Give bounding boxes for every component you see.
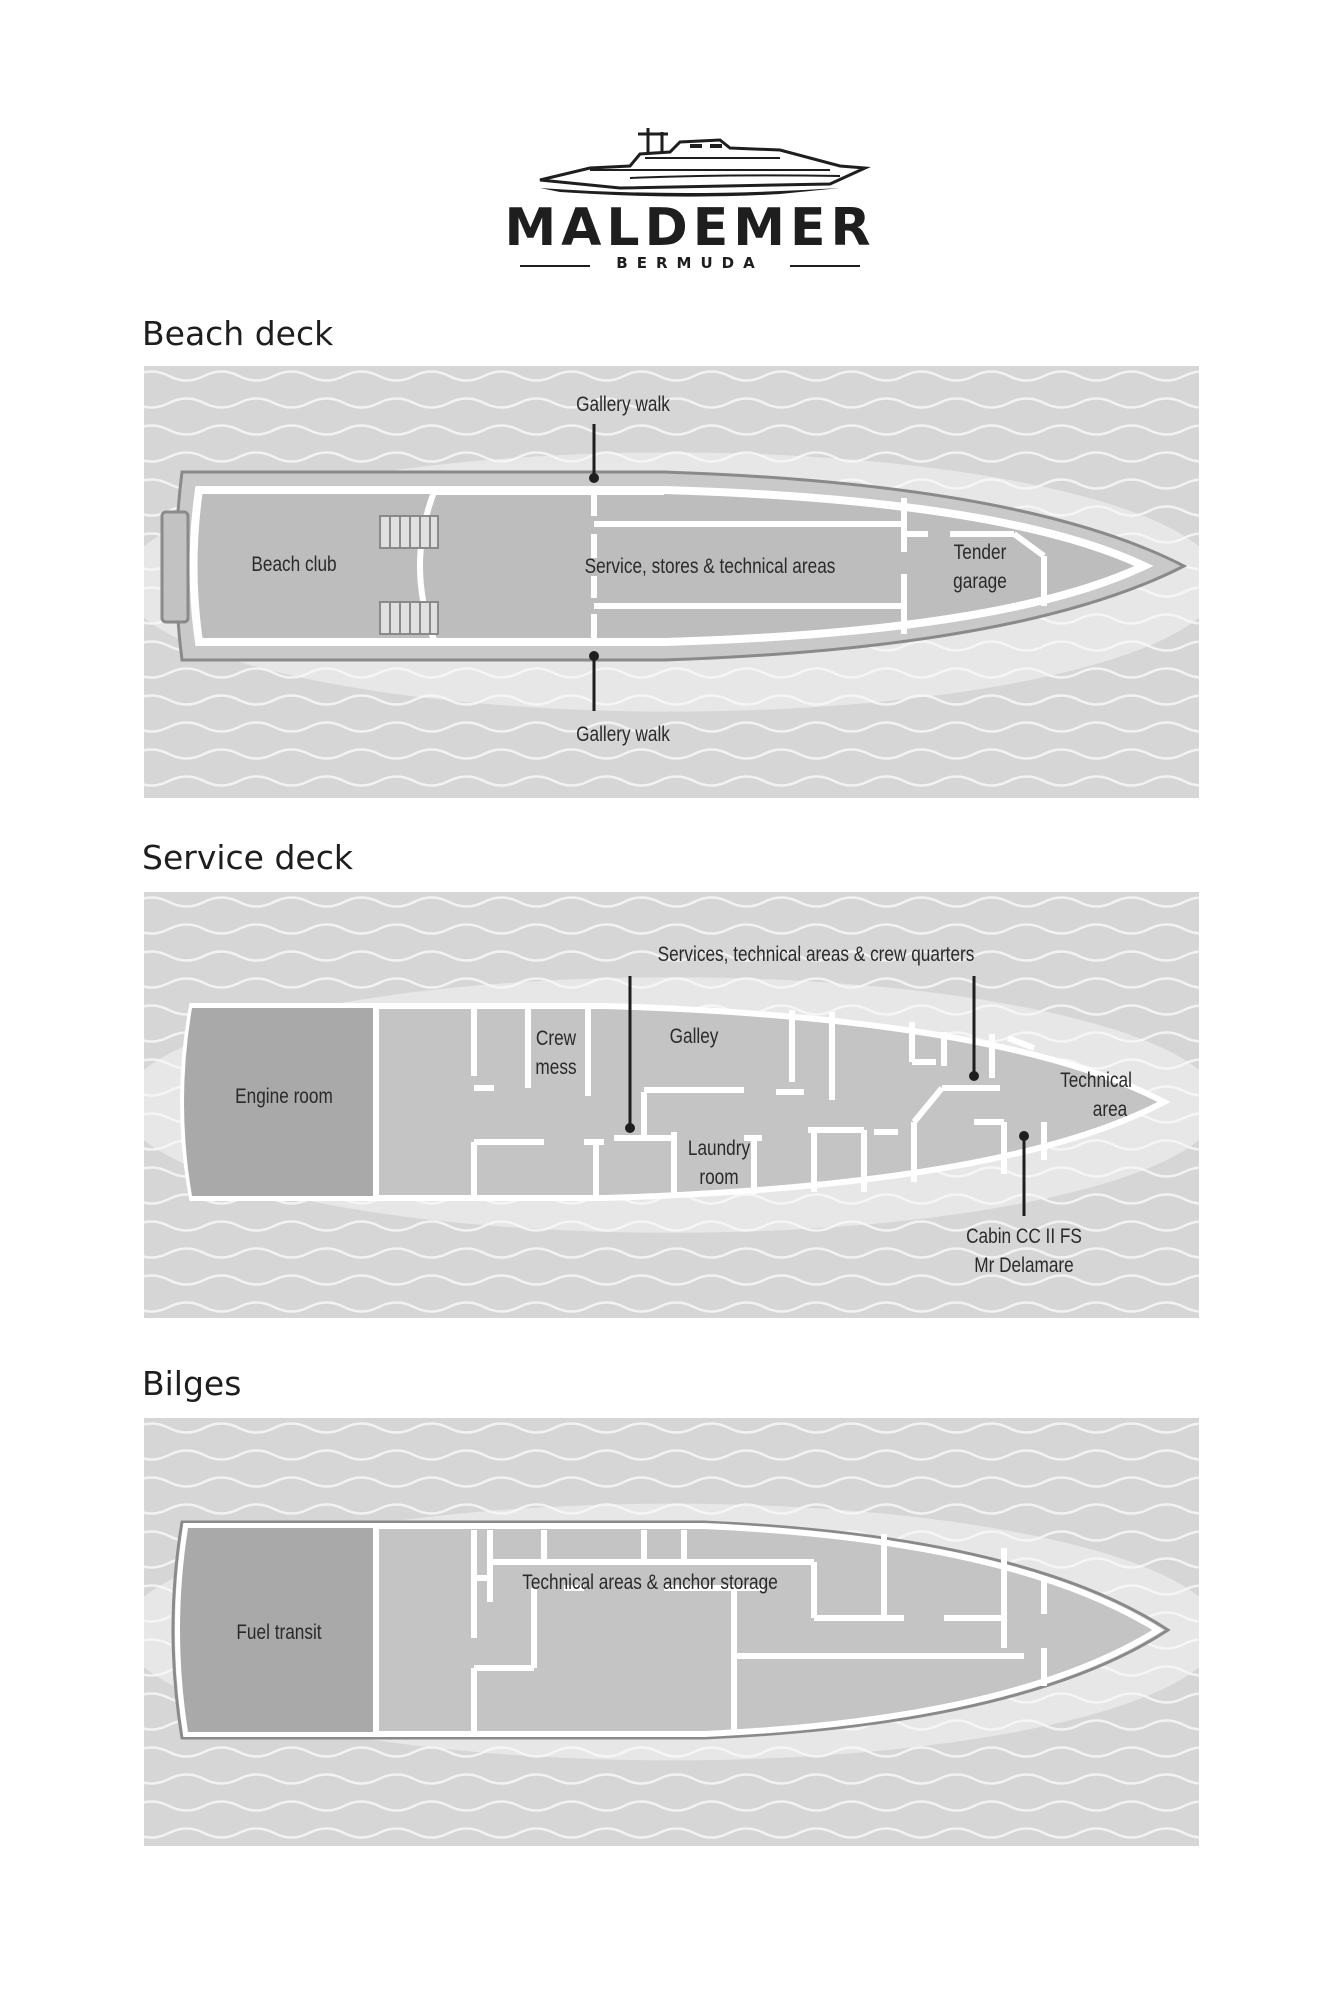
label-gallery-walk-bottom: Gallery walk xyxy=(576,723,670,746)
brand-logo xyxy=(480,118,900,278)
deck-plan-beach xyxy=(144,366,1199,798)
label-technical-anchor-storage: Technical areas & anchor storage xyxy=(522,1571,778,1594)
label-beach-club: Beach club xyxy=(251,553,337,576)
label-laundry-line1: Laundry xyxy=(687,1137,751,1160)
deck-title-service: Service deck xyxy=(142,838,353,877)
label-cabin-line1: Cabin CC II FS xyxy=(966,1225,1082,1248)
label-services-crew-quarters: Services, technical areas & crew quarters xyxy=(657,943,975,966)
label-laundry-line2: room xyxy=(699,1166,739,1189)
label-crew-mess-line1: Crew xyxy=(535,1027,577,1050)
deck-plan-bilges xyxy=(144,1418,1199,1846)
label-galley: Galley xyxy=(669,1025,719,1048)
label-crew-mess-line2: mess xyxy=(535,1056,577,1079)
deck-title-beach: Beach deck xyxy=(142,314,334,353)
label-fuel-transit: Fuel transit xyxy=(236,1621,322,1644)
label-engine-room: Engine room xyxy=(235,1085,333,1108)
deck-plan-service xyxy=(144,892,1199,1318)
label-cabin-line2: Mr Delamare xyxy=(974,1254,1074,1277)
brand-location-row xyxy=(520,254,860,276)
label-technical-area-line2: area xyxy=(1092,1098,1128,1121)
label-technical-area-line1: Technical xyxy=(1060,1069,1132,1092)
label-tender-garage-line2: garage xyxy=(953,570,1007,593)
label-service-areas: Service, stores & technical areas xyxy=(584,555,836,578)
deck-title-bilges: Bilges xyxy=(142,1364,242,1403)
brand-name: MALDEMER xyxy=(504,198,876,258)
yacht-icon xyxy=(480,118,900,198)
brand-location: BERMUDA xyxy=(616,254,764,272)
label-gallery-walk-top: Gallery walk xyxy=(576,393,670,416)
label-tender-garage-line1: Tender xyxy=(953,541,1007,564)
